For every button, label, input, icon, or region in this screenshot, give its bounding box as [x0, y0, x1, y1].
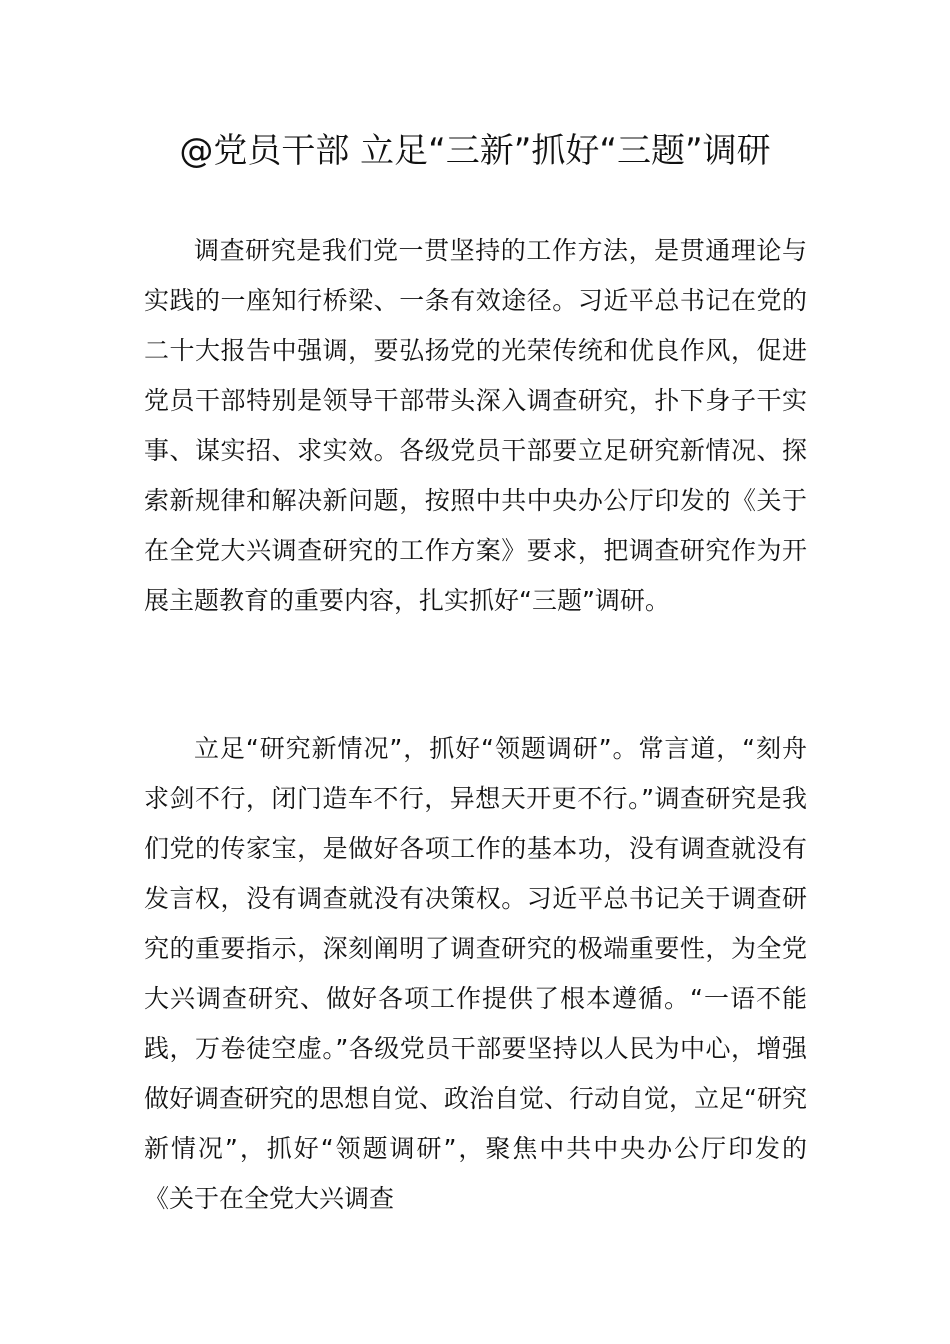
paragraph-section-1: 立足“研究新情况”，抓好“领题调研”。常言道，“刻舟求剑不行，闭门造车不行，异想天开更不行。”调查研究是我们党的传家宝，是做好各项工作的基本功，没有调查就没有发言权，没有调查就没有决策权。习近平总书记关于调查研究的重要指示，深刻阐明了调查研究的极端重要性，为全党大兴调查研究、做好各项工作提供了根本遵循。“一语不能践，万卷徒空虚。”各级党员干部要坚持以人民为中心，增强做好调查研究的思想自觉、政治自觉、行动自觉，立足“研究新情况”，抓好“领题调研”，聚焦中共中央办公厅印发的《关于在全党大兴调查 — [144, 734, 807, 1213]
article-title: @党员干部 立足“三新”抓好“三题”调研 — [179, 131, 771, 171]
paragraph-intro: 调查研究是我们党一贯坚持的工作方法，是贯通理论与实践的一座知行桥梁、一条有效途径。习近平总书记在党的二十大报告中强调，要弘扬党的光荣传统和优良作风，促进党员干部特别是领导干部带头深入调查研究，扑下身子干实事、谋实招、求实效。各级党员干部要立足研究新情况、探索新规律和解决新问题，按照中共中央办公厅印发的《关于在全党大兴调查研究的工作方案》要求，把调查研究作为开展主题教育的重要内容，扎实抓好“三题”调研。 — [144, 236, 807, 615]
